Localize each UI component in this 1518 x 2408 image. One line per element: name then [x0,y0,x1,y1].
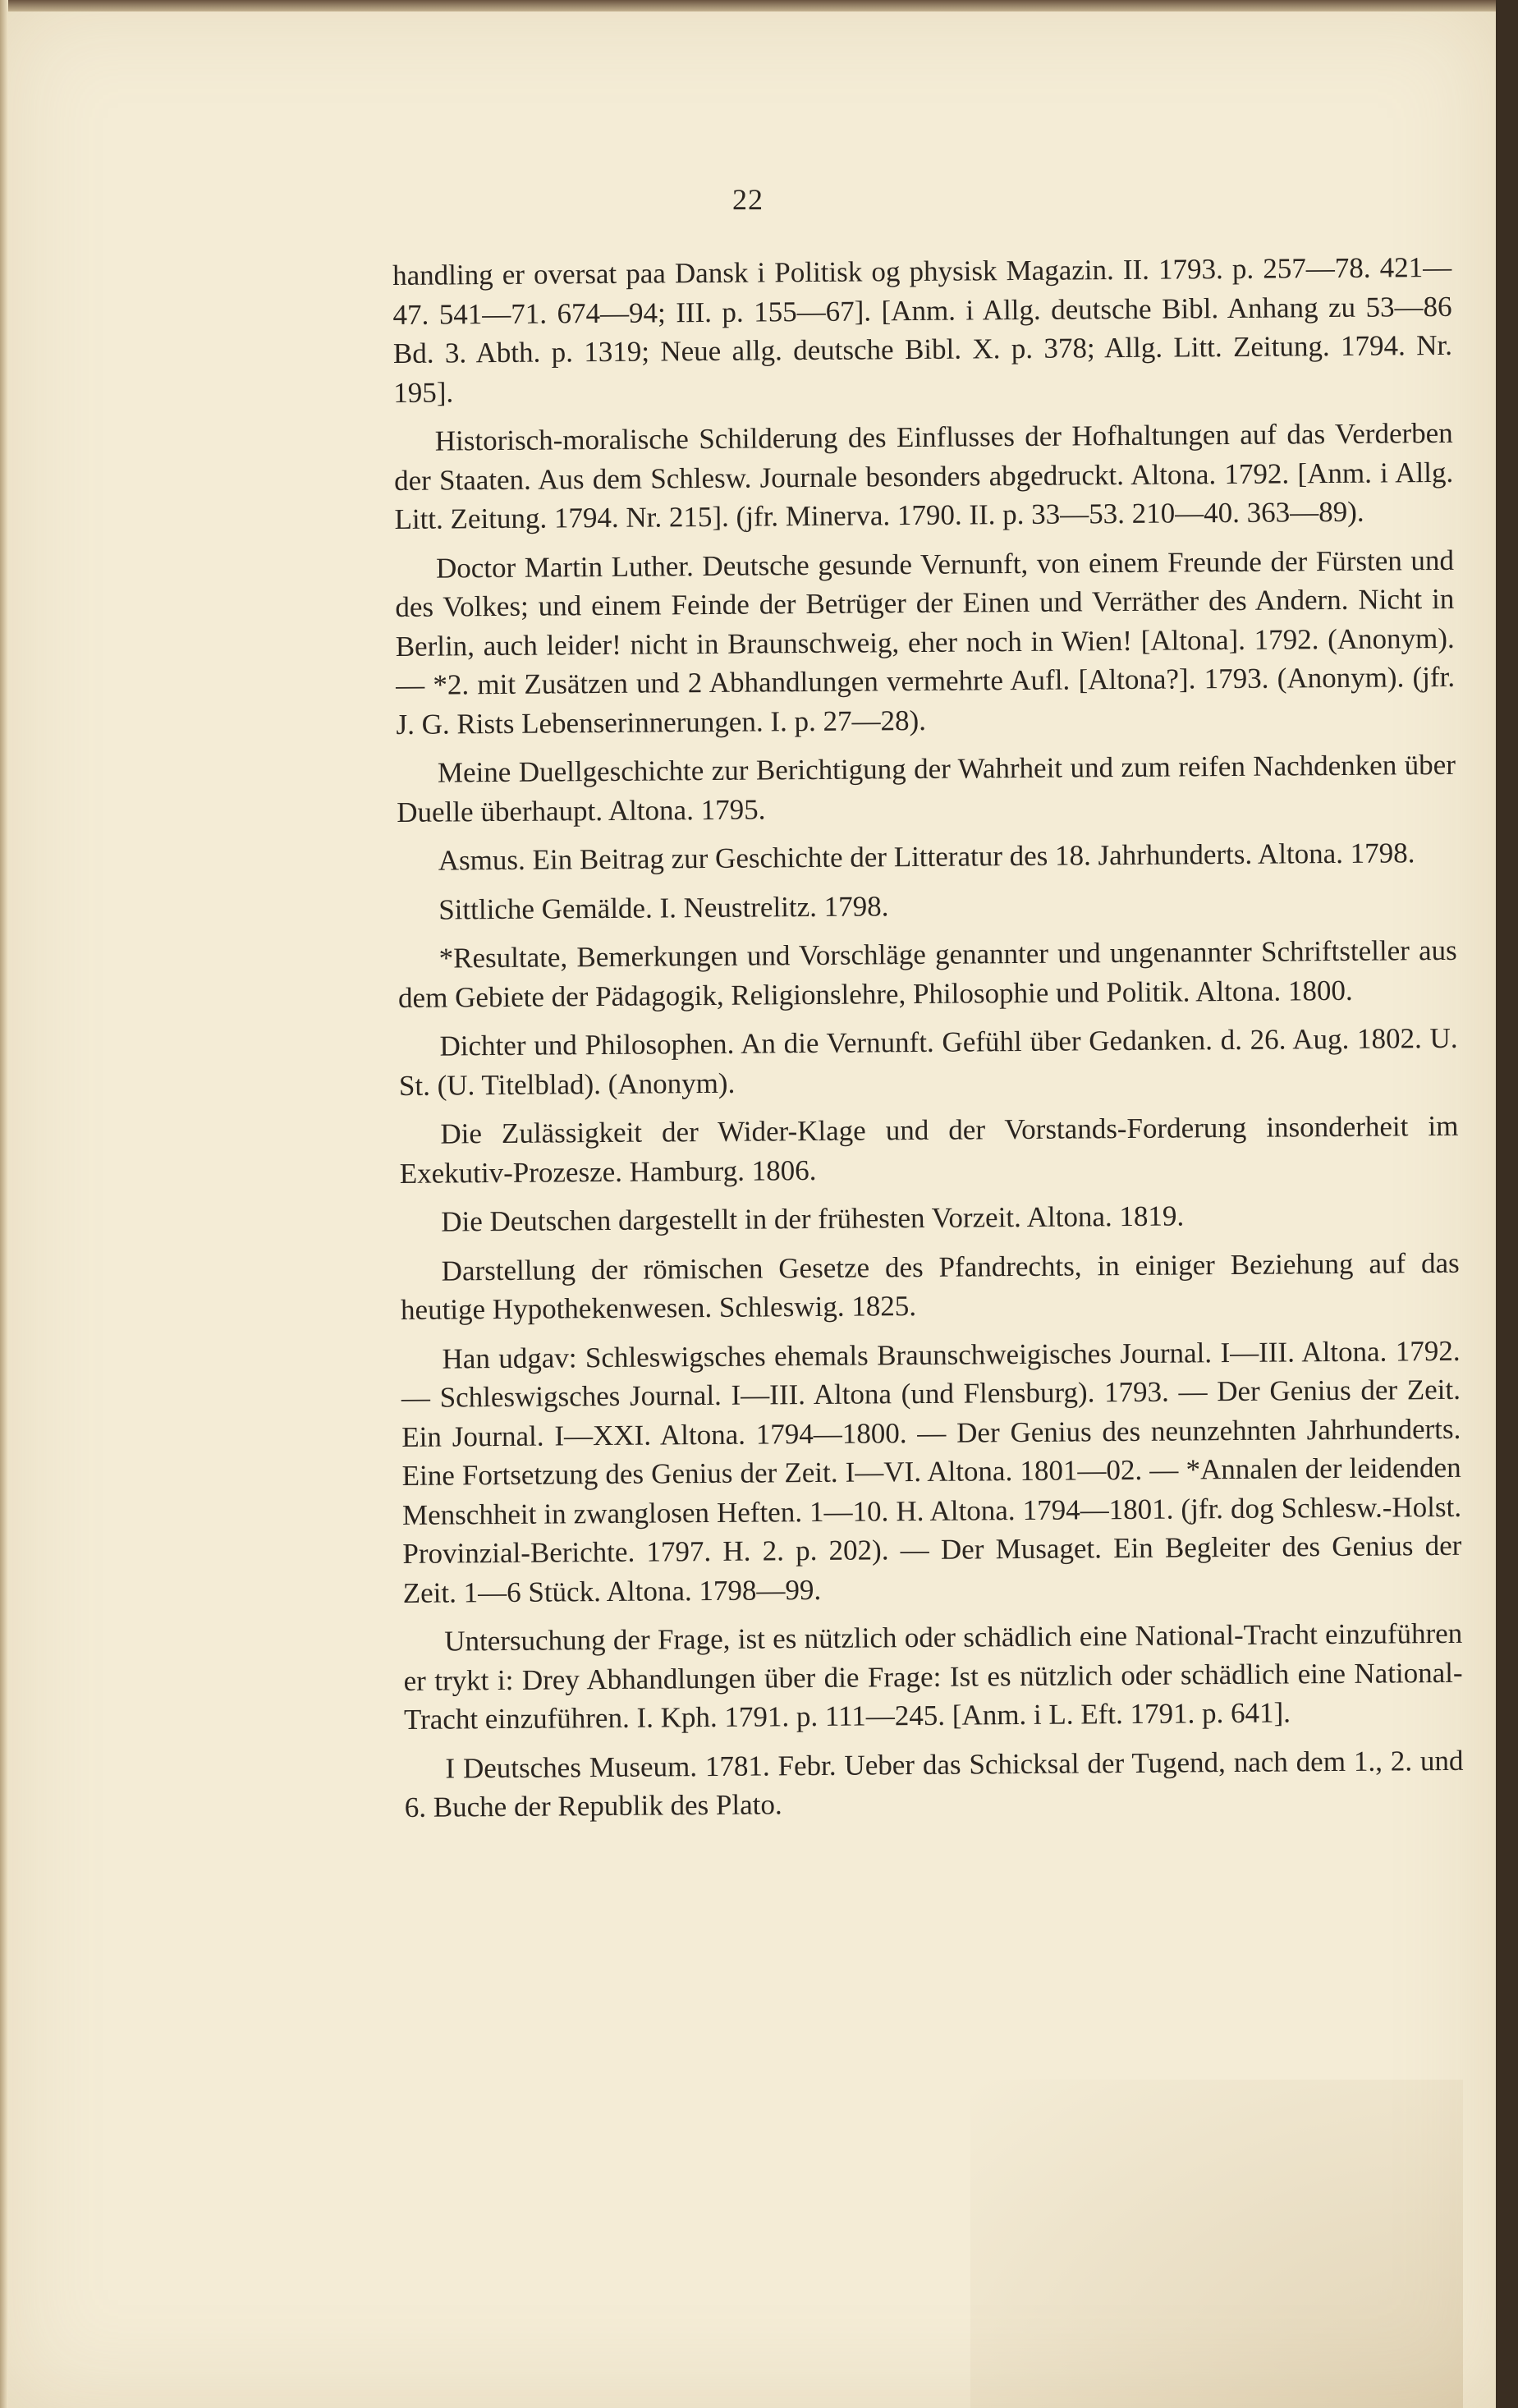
entry: Die Zulässigkeit der Wider-Klage und der Vorstands-Forderung insonderheit im Exekutiv-Prozesze. Hamburg. 1806. [399,1109,1459,1190]
entry: Die Deutschen dargestellt in der frühesten Vorzeit. Altona. 1819. [441,1199,1185,1238]
book-cover-edge [1496,0,1518,2408]
page-top-edge [0,0,1496,11]
entry: *Resultate, Bemerkungen und Vorschläge genannter und ungenannter Schriftsteller aus dem Gebiete der Pädagogik, Religionslehre, Philosophie und Politik. Altona. 1800. [397,933,1457,1014]
entry: Historisch-moralische Schilderung des Einflusses der Hofhaltungen auf das Verderben der Staaten. Aus dem Schlesw. Journale besonders abgedruckt. Altona. 1792. [Anm. i Allg. Litt. Zeitung. 1794. Nr. 215]. (jfr. Minerva. 1790. II. p. 33—53. 210—40. 363—89). [393,416,1454,535]
entry: Asmus. Ein Beitrag zur Geschichte der Litteratur des 18. Jahrhunderts. Altona. 1798. [438,837,1415,877]
entry: Dichter und Philosophen. An die Vernunft. Gefühl über Gedanken. d. 26. Aug. 1802. U. St. (U. Titelblad). (Anonym). [398,1021,1458,1102]
entry-continuation: handling er oversat paa Dansk i Politisk og physisk Magazin. II. 1793. p. 257—78. 421—47. 541—71. 674—94; III. p. 155—67]. [Anm. i Allg. deutsche Bibl. Anhang zu 53—86 Bd. 3. Abth. p. 1319; Neue allg. deutsche Bibl. X. p. 378; Allg. Litt. Zeitung. 1794. Nr. 195]. [392,250,1453,409]
page-left-edge [0,0,8,2408]
entry: I Deutsches Museum. 1781. Febr. Ueber das Schicksal der Tugend, nach dem 1., 2. und 6. Buche der Republik des Plato. [404,1744,1464,1823]
entry: Untersuchung der Frage, ist es nützlich oder schädlich eine National-Tracht einzuführen er trykt i: Drey Abhandlungen über die Frage: Ist es nützlich oder schädlich eine National-Tracht einzuführen. I. Kph. 1791. p. 111—245. [Anm. i L. Eft. 1791. p. 641]. [403,1617,1463,1736]
paper-stain [970,2080,1463,2408]
entry: Sittliche Gemälde. I. Neustrelitz. 1798. [438,889,889,926]
entry: Darstellung der römischen Gesetze des Pfandrechts, in einiger Beziehung auf das heutige Hypothekenwesen. Schleswig. 1825. [400,1246,1460,1326]
entry: Meine Duellgeschichte zur Berichtigung der Wahrheit und zum reifen Nachdenken über Duelle überhaupt. Altona. 1795. [397,748,1456,828]
bibliography-text [392,248,1464,1837]
page-number: 22 [732,183,764,216]
entry: Doctor Martin Luther. Deutsche gesunde Vernunft, von einem Freunde der Fürsten und des Volkes; und einem Feinde der Betrüger der Einen und Verräther des Andern. Nicht in Berlin, auch leider! nicht in Braunschweig, eher noch in Wien! [Altona]. 1792. (Anonym). — *2. mit Zusätzen und 2 Abhandlungen vermehrte Aufl. [Altona?]. 1793. (Anonym). (jfr. J. G. Rists Lebenserinnerungen. I. p. 27—28). [395,544,1456,741]
entry: Han udgav: Schleswigsches ehemals Braunschweigisches Journal. I—III. Altona. 1792. — Schleswigsches Journal. I—III. Altona (und Flensburg). 1793. — Der Genius der Zeit. Ein Journal. I—XXI. Altona. 1794—1800. — Der Genius des neunzehnten Jahrhunderts. Eine Fortsetzung des Genius der Zeit. I—VI. Altona. 1801—02. — *Annalen der leidenden Menschheit in zwanglosen Heften. 1—10. H. Altona. 1794—1801. (jfr. dog Schlesw.-Holst. Provinzial-Berichte. 1797. H. 2. p. 202). — Der Musaget. Ein Begleiter des Genius der Zeit. 1—6 Stück. Altona. 1798—99. [401,1334,1462,1609]
